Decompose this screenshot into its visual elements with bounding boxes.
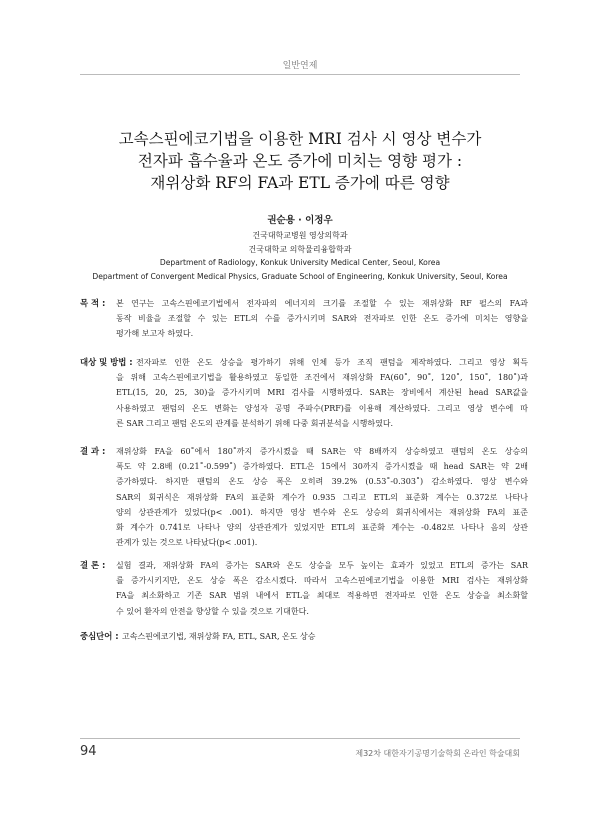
affiliation: Department of Radiology, Konkuk University Medical Center, Seoul, Korea xyxy=(159,258,441,267)
text-line: 른 SAR 그리고 팬텀 온도의 관계를 분석하기 위해 다중 회귀분석을 시행하였다. xyxy=(116,418,394,428)
text-line: 전자파로 인한 온도 상승을 평가하기 위해 인체 등가 조직 팬텀을 제작하였다. 그리고 영상 획득 xyxy=(136,358,528,367)
text-line: 증가하였다. 하지만 팬텀의 온도 상승 폭은 오히려 39.2% (0.53˚-0.303˚) 감소하였다. 영상 변수와 xyxy=(116,477,528,487)
header-divider xyxy=(80,74,520,75)
text-line: 관계가 있는 것으로 나타났다(p< .001). xyxy=(116,538,258,548)
text-line: ETL(15, 20, 25, 30)을 증가시키며 MRI 검사를 시행하였다. SAR는 장비에서 계산된 head SAR값을 xyxy=(116,388,528,398)
title-line: 전자파 흡수율과 온도 증가에 미치는 영향 평가 : xyxy=(137,152,463,170)
text-line: SAR의 회귀식은 재위상화 FA의 표준화 계수가 0.935 그리고 ETL의 표준화 계수는 0.372로 나타나 xyxy=(116,492,528,502)
title-line: 고속스핀에코기법을 이용한 MRI 검사 시 영상 변수가 xyxy=(118,130,482,148)
text-line: 실험 결과, 재위상화 FA의 증가는 SAR와 온도 상승을 모두 높이는 효과가 있었고 ETL의 증가는 SAR xyxy=(116,561,528,570)
author-block xyxy=(0,212,600,283)
text-line: 수 있어 환자의 안전을 향상할 수 있을 것으로 기대한다. xyxy=(116,606,309,616)
text-line: 를 증가시키지만, 온도 상승 폭은 감소시켰다. 따라서 고속스핀에코기법을 이용한 MRI 검사는 재위상화 xyxy=(116,576,528,586)
methods-section xyxy=(80,355,528,431)
section-label: 일반연제 xyxy=(282,61,318,71)
purpose-section xyxy=(80,296,528,342)
footer-divider xyxy=(80,738,520,739)
section-heading: 결 론 : xyxy=(80,560,106,570)
text-line: 동작 비율을 조절할 수 있는 ETL의 수를 증가시키며 SAR와 전자파로 인한 온도 증가에 미치는 영향을 xyxy=(116,314,528,324)
paper-title xyxy=(60,128,540,194)
section-heading: 중심단어 : xyxy=(80,631,119,641)
section-body xyxy=(116,558,528,619)
affiliation: 건국대학교병원 영상의학과 xyxy=(252,231,348,240)
section-heading: 목 적 : xyxy=(80,298,106,308)
section-heading: 결 과 : xyxy=(80,446,106,456)
text-line: FA을 최소화하고 기존 SAR 범위 내에서 ETL을 최대로 적용하면 전자파로 인한 온도 상승을 최소화할 xyxy=(116,591,528,601)
text-line: 을 위해 고속스핀에코기법을 활용하였고 동일한 조건에서 재위상화 FA(60˚, 90˚, 120˚, 150˚, 180˚)과 xyxy=(116,373,528,383)
text-line: 양의 상관관계가 있었다(p< .001). 하지만 영상 변수와 온도 상승의 회귀식에서는 재위상화 FA의 표준 xyxy=(116,507,528,517)
section-body xyxy=(116,296,528,342)
text-line: 사용하였고 팬텀의 온도 변화는 양성자 공명 주파수(PRF)를 이용해 계산하였다. 그리고 영상 변수에 따 xyxy=(116,403,528,413)
text-line: 화 계수가 0.741로 나타나 양의 상관관계가 있었지만 ETL의 표준화 계수는 -0.482로 나타나 음의 상관 xyxy=(116,523,528,533)
conclusion-section xyxy=(80,558,528,619)
title-line: 재위상화 RF의 FA과 ETL 증가에 따른 영향 xyxy=(150,174,450,192)
section-body xyxy=(116,444,528,550)
section-body xyxy=(116,355,528,431)
author-names: 권순용 · 이정우 xyxy=(267,215,333,226)
affiliation: Department of Convergent Medical Physics, Graduate School of Engineering, Konkuk University, Seoul, Korea xyxy=(92,271,508,281)
keywords-text: 고속스핀에코기법, 재위상화 FA, ETL, SAR, 온도 상승 xyxy=(122,632,316,641)
results-section xyxy=(80,444,528,550)
conference-name: 제32차 대한자기공명기술학회 온라인 학술대회 xyxy=(355,749,520,758)
page-number: 94 xyxy=(80,744,97,759)
text-line: 평가해 보고자 하였다. xyxy=(116,329,194,339)
keywords-section xyxy=(80,629,528,644)
text-line: 본 연구는 고속스핀에코기법에서 전자파의 에너지의 크기를 조절할 수 있는 재위상화 RF 펄스의 FA과 xyxy=(116,299,528,308)
text-line: 재위상화 FA을 60˚에서 180˚까지 증가시켰을 때 SAR는 약 8배까지 상승하였고 팬텀의 온도 상승의 xyxy=(116,447,528,456)
affiliation: 건국대학교 의학물리융합학과 xyxy=(248,244,352,254)
section-heading: 대상 및 방법 : xyxy=(80,357,133,367)
text-line: 폭도 약 2.8배 (0.21˚-0.599˚) 증가하였다. ETL은 15에서 30까지 증가시켰을 때 head SAR는 약 2배 xyxy=(116,462,528,472)
